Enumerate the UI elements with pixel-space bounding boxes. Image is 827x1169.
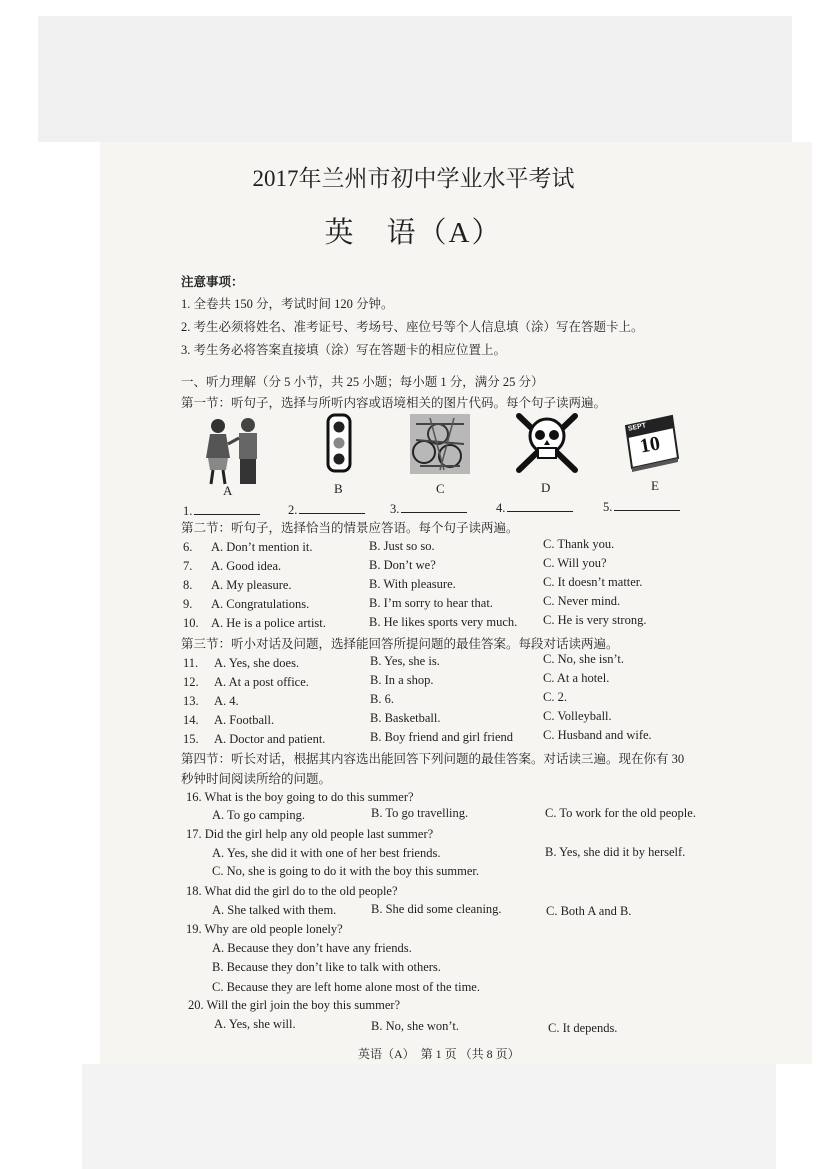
answer-blank[interactable]: 5. [603,498,680,515]
option-b: B. To go travelling. [371,806,469,820]
option-b: B. Basketball. [370,711,441,725]
option-c: C. Thank you. [543,537,615,551]
page-footer: 英语（A） 第 1 页 （共 8 页） [358,1047,520,1061]
note-item: 1. 全卷共 150 分，考试时间 120 分钟。 [181,297,394,311]
question-number: 8. [183,578,193,592]
question-stem: 17. Did the girl help any old people last summer? [186,827,434,841]
calendar-day: 10 [638,432,662,458]
section3-instruction: 第三节：听小对话及问题，选择能回答所提问题的最佳答案。每段对话读两遍。 [181,637,619,651]
option-c: C. To work for the old people. [545,806,696,820]
skull-crossbones-image [513,408,581,476]
option-a: A. To go camping. [212,808,305,822]
option-a: A. Good idea. [211,559,282,573]
option-b: B. He likes sports very much. [369,615,518,629]
option-a: A. Yes, she will. [214,1017,296,1031]
option-c: C. 2. [543,690,567,704]
question-stem: 20. Will the girl join the boy this summer? [188,998,401,1012]
option-b: B. 6. [370,692,394,706]
option-b: B. In a shop. [370,673,434,687]
part1-heading: 一、听力理解（分 5 小节，共 25 小题；每小题 1 分，满分 25 分） [181,375,544,389]
question-number: 7. [183,559,193,573]
option-a: A. She talked with them. [212,903,337,917]
option-a: A. 4. [214,694,239,708]
option-b: B. She did some cleaning. [371,902,502,916]
picture-label-d: D [541,480,551,495]
question-stem: 16. What is the boy going to do this summer? [186,790,414,804]
option-b: B. Boy friend and girl friend [370,730,514,744]
traffic-light-image [324,413,354,475]
exam-title: 2017年兰州市初中学业水平考试 [252,166,575,191]
option-c: C. At a hotel. [543,671,610,685]
note-item: 3. 考生务必将答案直接填（涂）写在答题卡的相应位置上。 [181,343,507,357]
question-number: 11. [183,656,199,670]
scan-margin-bottom [82,1064,776,1169]
answer-blank[interactable]: 2. [288,501,365,518]
option-a: A. At a post office. [214,675,309,689]
scan-margin-top [38,16,792,142]
option-a: A. Don’t mention it. [211,540,313,554]
calendar-image [622,410,680,472]
option-a: A. Yes, she did it with one of her best friends. [212,846,441,860]
answer-blank[interactable]: 1. [183,502,260,519]
option-b: B. With pleasure. [369,577,456,591]
option-b: B. No, she won’t. [371,1019,459,1033]
question-number: 6. [183,540,193,554]
option-c: C. Husband and wife. [543,728,652,742]
picture-label-e: E [651,478,659,493]
question-stem: 18. What did the girl do to the old people? [186,884,398,898]
picture-label-a: A [223,483,233,498]
exam-subject: 英 语（A） [324,217,503,249]
section4-instruction-cont: 秒钟时间阅读所给的问题。 [181,772,332,786]
option-b: B. Just so so. [369,539,435,553]
option-c: C. Volleyball. [543,709,612,723]
option-b: B. Don’t we? [369,558,436,572]
picture-label-c: C [436,481,445,496]
option-a: A. My pleasure. [211,578,292,592]
question-number: 12. [183,675,199,689]
option-c: C. He is very strong. [543,613,647,627]
question-number: 13. [183,694,199,708]
option-b: B. Yes, she is. [370,654,440,668]
picture-label-b: B [334,481,343,496]
section2-instruction: 第二节：听句子，选择恰当的情景应答语。每个句子读两遍。 [181,521,519,535]
option-a: A. Because they don’t have any friends. [212,941,412,955]
question-number: 15. [183,732,199,746]
option-b: B. I’m sorry to hear that. [369,596,493,610]
question-number: 9. [183,597,193,611]
option-c: C. No, she isn’t. [543,652,625,666]
option-c: C. Because they are left home alone most of the time. [212,980,480,994]
option-a: A. Doctor and patient. [214,732,326,746]
section1-instruction: 第一节：听句子，选择与所听内容或语境相关的图片代码。每个句子读两遍。 [181,396,607,410]
question-number: 14. [183,713,199,727]
option-c: C. Will you? [543,556,607,570]
people-talking-image [196,414,274,486]
calendar-month: SEPT [627,422,647,433]
notes-heading: 注意事项： [181,275,244,289]
option-c: C. Never mind. [543,594,621,608]
option-a: A. Yes, she does. [214,656,300,670]
option-c: C. It doesn’t matter. [543,575,643,589]
note-item: 2. 考生必须将姓名、准考证号、考场号、座位号等个人信息填（涂）写在答题卡上。 [181,320,644,334]
bicycles-image [410,414,470,474]
option-b: B. Because they don’t like to talk with others. [212,960,441,974]
question-number: 10. [183,616,199,630]
option-a: A. He is a police artist. [211,616,326,630]
option-a: A. Football. [214,713,275,727]
question-stem: 19. Why are old people lonely? [186,922,343,936]
answer-blank[interactable]: 3. [390,500,467,517]
option-c: C. No, she is going to do it with the boy this summer. [212,864,480,878]
option-c: C. Both A and B. [546,904,632,918]
section4-instruction: 第四节：听长对话，根据其内容选出能回答下列问题的最佳答案。对话读三遍。现在你有 30 [181,752,685,766]
answer-blank[interactable]: 4. [496,499,573,516]
option-b: B. Yes, she did it by herself. [545,845,686,859]
option-c: C. It depends. [548,1021,618,1035]
option-a: A. Congratulations. [211,597,310,611]
